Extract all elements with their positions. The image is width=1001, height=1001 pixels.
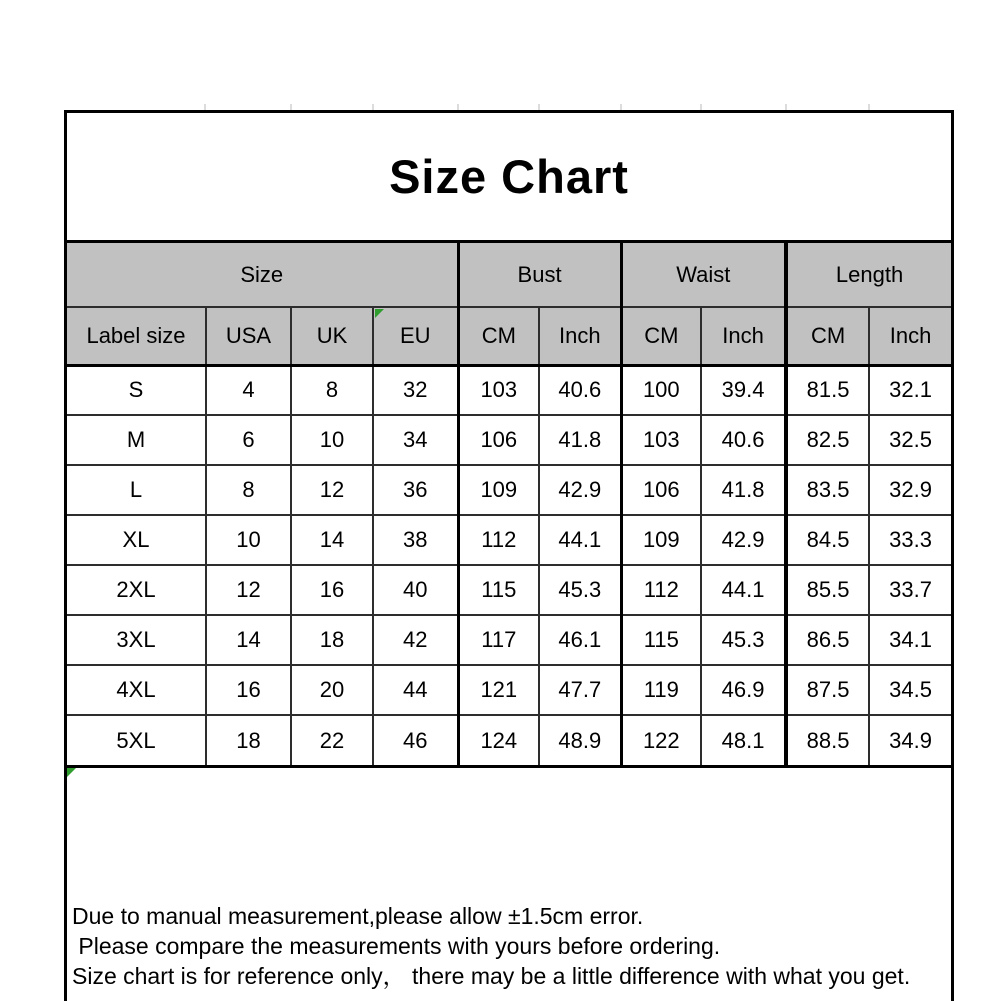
row-label: L [67,465,206,515]
table-cell: 32 [373,365,458,415]
table-cell: 86.5 [786,615,869,665]
row-label: 2XL [67,565,206,615]
table-row-xl [67,515,951,565]
gridline-tick [785,104,787,110]
table-cell: 109 [621,515,701,565]
table-cell: 100 [621,365,701,415]
table-cell: 34.5 [869,665,951,715]
size-chart-panel [64,110,954,1001]
gridline-tick [538,104,540,110]
table-cell: 40.6 [539,365,621,415]
row-label: 4XL [67,665,206,715]
gridline-tick [620,104,622,110]
table-cell: 124 [458,715,539,765]
table-cell: 41.8 [539,415,621,465]
table-cell: 14 [206,615,291,665]
table-cell: 12 [206,565,291,615]
table-cell: 32.9 [869,465,951,515]
table-cell: 47.7 [539,665,621,715]
row-label: 3XL [67,615,206,665]
green-corner-marker-icon [375,309,384,318]
table-cell: 18 [206,715,291,765]
column-header-2: UK [291,307,373,365]
column-header-9: Inch [869,307,951,365]
table-cell: 88.5 [786,715,869,765]
table-cell: 109 [458,465,539,515]
table-cell: 8 [291,365,373,415]
table-cell: 122 [621,715,701,765]
table-cell: 84.5 [786,515,869,565]
table-cell: 6 [206,415,291,465]
table-cell: 44.1 [539,515,621,565]
table-cell: 8 [206,465,291,515]
table-cell: 32.5 [869,415,951,465]
gridline-tick [457,104,459,110]
table-row-m [67,415,951,465]
table-cell: 44 [373,665,458,715]
header-group-length: Length [786,243,951,307]
gridline-tick [700,104,702,110]
table-cell: 119 [621,665,701,715]
table-cell: 87.5 [786,665,869,715]
table-cell: 46.9 [701,665,786,715]
column-header-5: Inch [539,307,621,365]
table-cell: 44.1 [701,565,786,615]
table-cell: 40 [373,565,458,615]
note-line-3: Size chart is for reference only， there may be a little difference with what you get. [72,963,911,989]
size-table [67,243,951,765]
table-cell: 39.4 [701,365,786,415]
table-cell: 16 [206,665,291,715]
column-header-7: Inch [701,307,786,365]
table-cell: 83.5 [786,465,869,515]
table-row-3xl [67,615,951,665]
table-cell: 103 [621,415,701,465]
note-line-2: Please compare the measurements with yours before ordering. [72,933,721,959]
row-label: XL [67,515,206,565]
gridline-tick [204,104,206,110]
table-row-s [67,365,951,415]
table-row-2xl [67,565,951,615]
note-line-1: Due to manual measurement,please allow ±1.5cm error. [72,903,644,929]
table-cell: 42.9 [539,465,621,515]
table-cell: 106 [621,465,701,515]
table-cell: 45.3 [539,565,621,615]
table-cell: 34 [373,415,458,465]
table-cell: 85.5 [786,565,869,615]
table-cell: 46 [373,715,458,765]
table-cell: 4 [206,365,291,415]
table-cell: 46.1 [539,615,621,665]
table-cell: 18 [291,615,373,665]
table-row-5xl [67,715,951,765]
table-cell: 41.8 [701,465,786,515]
table-cell: 34.9 [869,715,951,765]
row-label: M [67,415,206,465]
title-box [67,113,951,243]
notes-box [67,765,951,1001]
table-cell: 45.3 [701,615,786,665]
page-title: Size Chart [389,150,629,203]
table-cell: 121 [458,665,539,715]
column-header-0: Label size [67,307,206,365]
table-cell: 82.5 [786,415,869,465]
column-header-4: CM [458,307,539,365]
row-label: S [67,365,206,415]
table-cell: 34.1 [869,615,951,665]
table-cell: 33.7 [869,565,951,615]
table-cell: 40.6 [701,415,786,465]
column-header-8: CM [786,307,869,365]
table-cell: 16 [291,565,373,615]
table-cell: 36 [373,465,458,515]
table-cell: 48.1 [701,715,786,765]
table-cell: 117 [458,615,539,665]
table-cell: 14 [291,515,373,565]
table-row-l [67,465,951,515]
header-group-waist: Waist [621,243,786,307]
table-cell: 103 [458,365,539,415]
table-cell: 22 [291,715,373,765]
column-header-3: EU [373,307,458,365]
gridline-tick [290,104,292,110]
table-cell: 81.5 [786,365,869,415]
table-row-4xl [67,665,951,715]
table-cell: 112 [458,515,539,565]
header-group-bust: Bust [458,243,621,307]
table-cell: 48.9 [539,715,621,765]
table-cell: 33.3 [869,515,951,565]
gridline-tick [372,104,374,110]
table-cell: 12 [291,465,373,515]
table-cell: 42 [373,615,458,665]
table-cell: 112 [621,565,701,615]
row-label: 5XL [67,715,206,765]
gridline-tick [868,104,870,110]
table-cell: 106 [458,415,539,465]
green-corner-marker-icon [67,768,76,777]
column-header-1: USA [206,307,291,365]
table-cell: 115 [458,565,539,615]
table-cell: 115 [621,615,701,665]
header-group-size: Size [67,243,458,307]
table-cell: 10 [206,515,291,565]
table-cell: 10 [291,415,373,465]
table-cell: 42.9 [701,515,786,565]
table-cell: 20 [291,665,373,715]
column-header-6: CM [621,307,701,365]
table-cell: 32.1 [869,365,951,415]
table-cell: 38 [373,515,458,565]
